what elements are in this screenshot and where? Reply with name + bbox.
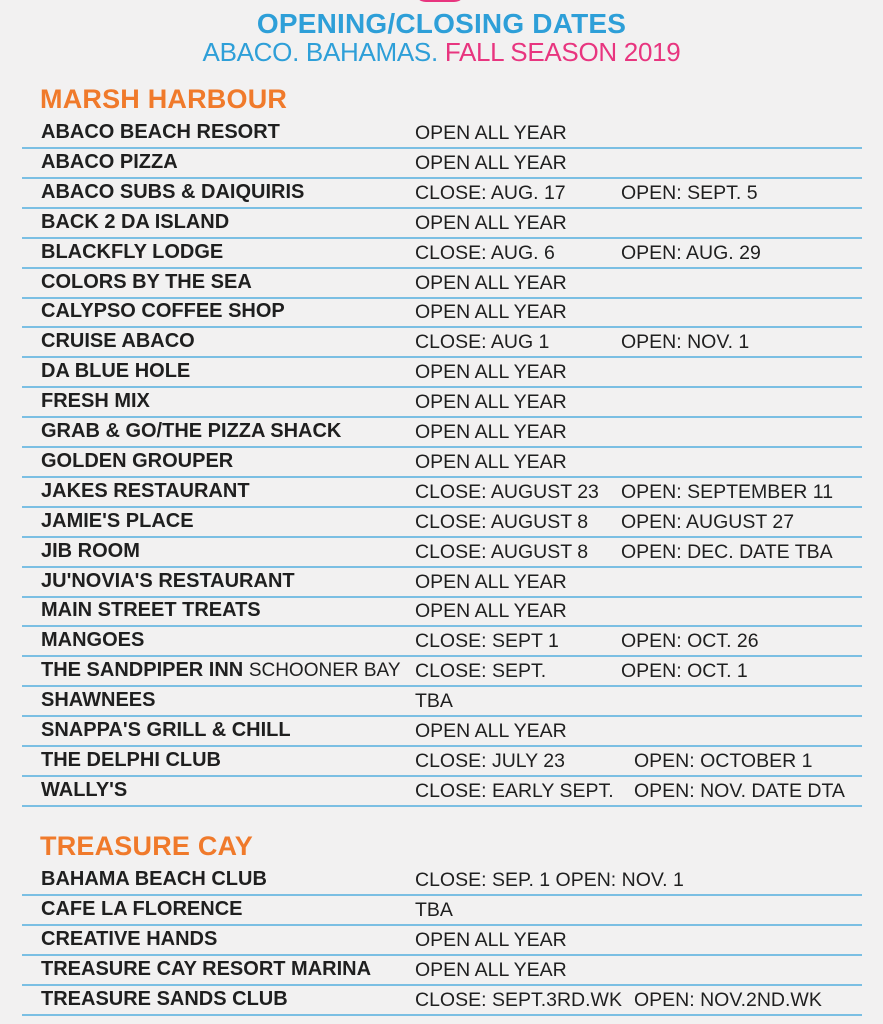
logo-fragment: [414, 0, 466, 2]
venue-name: [41, 540, 140, 563]
venue-name: [41, 480, 250, 503]
date-status-secondary: OPEN: SEPTEMBER 11: [621, 480, 834, 503]
venue-name-text: MAIN STREET TREATS: [41, 599, 261, 622]
venue-name-text: ABACO SUBS & DAIQUIRIS: [41, 180, 305, 203]
venue-name-text: BLACKFLY LODGE: [41, 240, 224, 263]
date-status-primary: CLOSE: EARLY SEPT.: [415, 779, 614, 802]
venue-name: [41, 749, 221, 772]
date-status-primary: OPEN ALL YEAR: [415, 301, 567, 324]
venue-name-text: TREASURE SANDS CLUB: [41, 987, 288, 1010]
date-status-primary: OPEN ALL YEAR: [415, 570, 567, 593]
date-status-primary: CLOSE: SEPT.3RD.WK: [415, 988, 622, 1011]
date-status-primary: OPEN ALL YEAR: [415, 600, 567, 623]
table-row: [22, 388, 862, 418]
date-status-primary: OPEN ALL YEAR: [415, 958, 567, 981]
venue-name: [41, 719, 291, 742]
page-subtitle: [0, 37, 883, 68]
date-status-primary: OPEN ALL YEAR: [415, 151, 567, 174]
date-status-primary: CLOSE: AUG. 6: [415, 241, 555, 264]
table-row: [22, 717, 862, 747]
date-status-primary: OPEN ALL YEAR: [415, 271, 567, 294]
date-status-secondary: OPEN: AUG. 29: [621, 241, 761, 264]
table-row: [22, 209, 862, 239]
date-status-primary: CLOSE: SEP. 1 OPEN: NOV. 1: [415, 869, 684, 891]
date-status-primary: OPEN ALL YEAR: [415, 361, 567, 384]
table-row: [22, 687, 862, 717]
table-row: [22, 926, 862, 956]
table-row: [22, 448, 862, 478]
table-row: [22, 627, 862, 657]
date-status-secondary: OPEN: OCTOBER 1: [634, 749, 813, 772]
date-status-secondary: OPEN: NOV. DATE DTA: [634, 779, 845, 802]
date-status-primary: OPEN ALL YEAR: [415, 211, 567, 234]
venue-name-text: BACK 2 DA ISLAND: [41, 210, 230, 233]
venue-name-text: ABACO PIZZA: [41, 150, 178, 173]
table-row: [22, 328, 862, 358]
table-row: [22, 478, 862, 508]
venue-name: [41, 570, 295, 593]
date-status-primary: OPEN ALL YEAR: [415, 421, 567, 443]
page-title: OPENING/CLOSING DATES: [256, 8, 627, 39]
table-row: [22, 239, 862, 269]
date-status-primary: TBA: [415, 898, 453, 921]
date-status-primary: CLOSE: AUG. 17: [415, 181, 566, 204]
venue-name-text: ABACO BEACH RESORT: [41, 121, 280, 143]
date-status-secondary: OPEN: OCT. 1: [621, 660, 748, 683]
venue-name-text: JAKES RESTAURANT: [41, 479, 250, 502]
section-title-treasure-cay: TREASURE CAY: [40, 831, 253, 861]
table-row: [22, 119, 862, 149]
venue-name-text: COLORS BY THE SEA: [41, 270, 252, 293]
date-status-primary: TBA: [415, 690, 453, 713]
table-row: [22, 896, 862, 926]
venue-name: [41, 988, 288, 1011]
venue-name-text: MANGOES: [41, 629, 145, 652]
date-status-primary: OPEN ALL YEAR: [415, 391, 567, 414]
date-status-primary: CLOSE: AUGUST 23: [415, 480, 599, 503]
venue-name-text: CREATIVE HANDS: [41, 927, 218, 950]
venue-name: [41, 599, 261, 622]
table-row: [22, 777, 862, 807]
venue-name-text: SHAWNEES: [41, 689, 156, 712]
venue-name: [41, 360, 190, 383]
venue-name-text: GRAB & GO/THE PIZZA SHACK: [41, 420, 342, 442]
date-status-secondary: OPEN: OCT. 26: [621, 630, 759, 653]
date-status-secondary: OPEN: AUGUST 27: [621, 510, 795, 533]
subtitle-season: FALL SEASON 2019: [444, 37, 681, 67]
venue-name: [41, 271, 252, 294]
venue-name-text: TREASURE CAY RESORT MARINA: [41, 957, 372, 980]
table-row: [22, 986, 862, 1016]
venue-name-text: WALLY'S: [41, 778, 128, 801]
venue-name: [41, 510, 194, 533]
date-status-primary: OPEN ALL YEAR: [415, 122, 567, 144]
venue-name: [41, 390, 150, 413]
venue-name: [41, 211, 229, 234]
venue-name: [41, 928, 217, 951]
table-row: [22, 866, 862, 896]
table-row: [22, 956, 862, 986]
venue-name: [41, 151, 178, 174]
date-status-secondary: OPEN: NOV.2ND.WK: [634, 988, 822, 1011]
venue-name-text: CALYPSO COFFEE SHOP: [41, 300, 285, 323]
date-status-primary: CLOSE: SEPT 1: [415, 630, 559, 653]
table-row: [22, 597, 862, 627]
table-row: [22, 269, 862, 299]
venue-name: [41, 450, 233, 473]
date-status-primary: OPEN ALL YEAR: [415, 450, 567, 473]
venue-name: [41, 181, 304, 204]
venue-name-text: CAFE LA FLORENCE: [41, 897, 243, 920]
date-status-primary: CLOSE: AUGUST 8: [415, 510, 589, 533]
date-status-secondary: OPEN: NOV. 1: [621, 331, 750, 354]
date-status-primary: OPEN ALL YEAR: [415, 720, 567, 742]
venue-location: SCHOONER BAY: [248, 660, 401, 682]
venue-name: [41, 241, 223, 264]
venue-name: [41, 898, 242, 921]
subtitle-location: ABACO. BAHAMAS.: [202, 37, 438, 67]
date-status-primary: CLOSE: SEPT.: [415, 660, 547, 683]
date-status-primary: CLOSE: JULY 23: [415, 749, 565, 772]
table-row: [22, 179, 862, 209]
table-row: [22, 358, 862, 388]
table-row: [22, 298, 862, 328]
date-status-secondary: OPEN: SEPT. 5: [621, 181, 758, 204]
date-status-primary: OPEN ALL YEAR: [415, 928, 567, 951]
table-row: [22, 657, 862, 687]
venue-name: [41, 779, 127, 802]
venue-name-text: THE DELPHI CLUB: [41, 748, 221, 771]
venue-name: [41, 689, 155, 712]
venue-name: [41, 629, 144, 652]
venue-name-text: BAHAMA BEACH CLUB: [41, 868, 267, 890]
date-status-primary: CLOSE: AUGUST 8: [415, 540, 589, 563]
date-status-primary: CLOSE: AUG 1: [415, 331, 550, 354]
venue-name-text: CRUISE ABACO: [41, 330, 195, 353]
venue-name-text: JU'NOVIA'S RESTAURANT: [41, 569, 295, 592]
venue-name-text: FRESH MIX: [41, 390, 150, 413]
table-row: [22, 568, 862, 598]
table-row: [22, 418, 862, 448]
section-title-marsh-harbour: MARSH HARBOUR: [40, 84, 288, 114]
venue-name-text: GOLDEN GROUPER: [41, 449, 234, 472]
venue-name-text: JAMIE'S PLACE: [41, 509, 194, 532]
venue-name: [41, 868, 267, 891]
venue-name: [41, 659, 401, 682]
table-row: [22, 149, 862, 179]
venue-name: [41, 300, 285, 323]
venue-name-text: SNAPPA'S GRILL & CHILL: [41, 719, 291, 741]
venue-name-text: JIB ROOM: [41, 539, 140, 562]
venue-name-text: THE SANDPIPER INN: [41, 659, 244, 682]
venue-name-text: DA BLUE HOLE: [41, 360, 191, 383]
venue-name: [41, 420, 341, 443]
date-status-secondary: OPEN: DEC. DATE TBA: [621, 540, 833, 563]
venue-name: [41, 958, 371, 981]
venue-name: [41, 330, 195, 353]
venue-name: [41, 121, 280, 144]
table-row: [22, 747, 862, 777]
table-row: [22, 508, 862, 538]
table-row: [22, 538, 862, 568]
